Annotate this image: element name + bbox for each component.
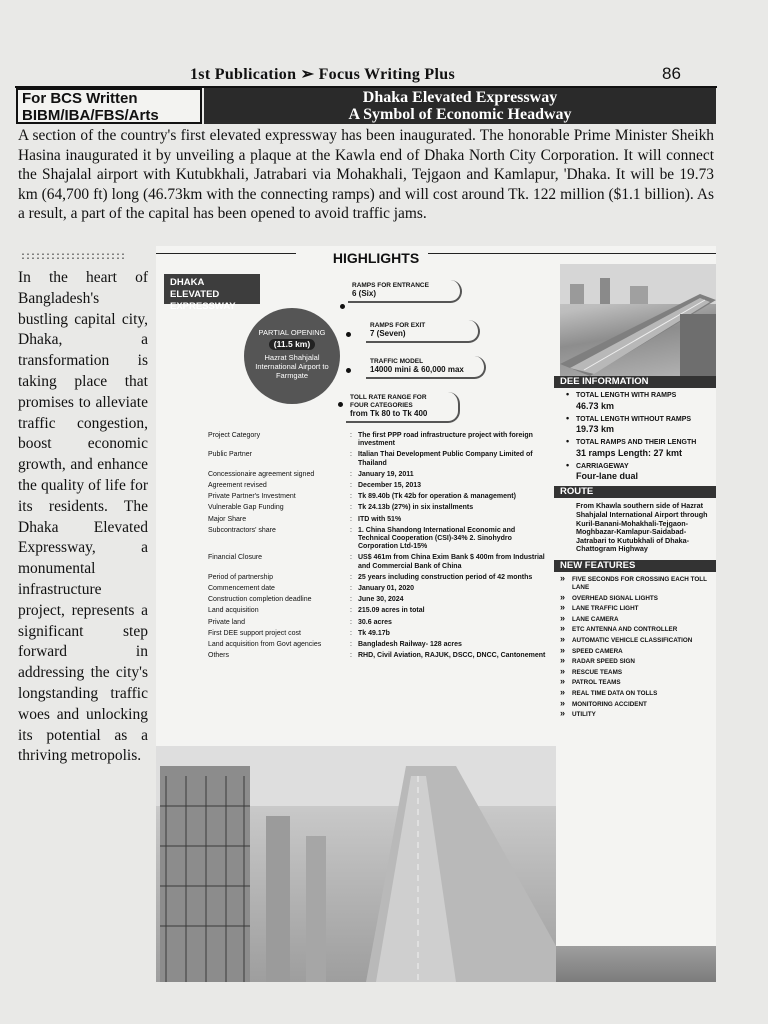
- callout-dot: [346, 368, 351, 373]
- feature-item: » ETC ANTENNA AND CONTROLLER: [554, 626, 716, 634]
- callout-dot: [338, 402, 343, 407]
- fact-value: January 01, 2020: [358, 585, 415, 593]
- partial-opening-length: (11.5 km): [269, 339, 315, 350]
- table-row: Project Category : The first PPP road infrastructure project with foreign investment: [208, 432, 548, 448]
- fact-label: Vulnerable Gap Funding: [208, 504, 284, 512]
- fact-label: Public Partner: [208, 451, 252, 459]
- callout-dot: [340, 304, 345, 309]
- publication-header: 1st Publication ➢ Focus Writing Plus: [190, 66, 455, 83]
- fact-value: Tk 89.40b (Tk 42b for operation & management): [358, 493, 516, 501]
- table-row: Concessionaire agreement signed : January 19, 2011: [208, 471, 548, 479]
- feature-item: » OVERHEAD SIGNAL LIGHTS: [554, 595, 716, 603]
- fact-value: June 30, 2024: [358, 596, 404, 604]
- callout-traffic-model: [366, 356, 486, 379]
- highlights-rule-left: [156, 253, 296, 254]
- fact-value: January 19, 2011: [358, 470, 414, 478]
- feature-item: » REAL TIME DATA ON TOLLS: [554, 690, 716, 698]
- table-row: Land acquisition : 215.09 acres in total: [208, 607, 548, 615]
- table-row: Construction completion deadline : June 30, 2024: [208, 596, 548, 604]
- fact-value: 25 years including construction period of 42 months: [358, 573, 533, 581]
- road-photo-edge: [556, 946, 716, 982]
- fact-label: Commencement date: [208, 585, 275, 593]
- feature-item: » MONITORING ACCIDENT: [554, 701, 716, 709]
- fact-label: Subcontractors' share: [208, 526, 276, 534]
- callout-exit-ramps: [366, 320, 480, 343]
- table-row: Others : RHD, Civil Aviation, RAJUK, DSCC, DNCC, Cantonement: [208, 652, 548, 660]
- fact-label: Others: [208, 652, 230, 660]
- route-text: From Khawla southern side of Hazrat Shahjalal International Airport through Kuril-Banani-Mohakhali-Tejgaon-Moghbazar-Kamlapur-Saidabad-Jatrabari to Kutubkhali of Dhaka-Chattogram Highway: [576, 501, 708, 554]
- dee-info-heading: DEE INFORMATION: [554, 376, 716, 388]
- dee-info-label: • CARRIAGEWAY: [576, 462, 629, 470]
- table-row: Agreement revised : December 15, 2013: [208, 482, 548, 490]
- feature-item: » SPEED CAMERA: [554, 648, 716, 656]
- callout-entrance-ramps: [348, 280, 462, 303]
- project-facts-table: [208, 432, 548, 663]
- callout-value: 7 (Seven): [370, 329, 406, 338]
- table-row: Financial Closure : US$ 461m from China Exim Bank $ 400m from Industrial and Commercial Bank of China: [208, 554, 548, 570]
- callout-value: 14000 mini & 60,000 max: [370, 365, 464, 374]
- new-features-heading: NEW FEATURES: [554, 560, 716, 572]
- callout-value: from Tk 80 to Tk 400: [350, 409, 428, 418]
- fact-value: 30.6 acres: [358, 618, 392, 626]
- callout-value: 6 (Six): [352, 289, 377, 298]
- feature-item: » PATROL TEAMS: [554, 679, 716, 687]
- feature-item: » FIVE SECONDS FOR CROSSING EACH TOLL LANE: [554, 576, 716, 591]
- dee-info-value: 19.73 km: [576, 424, 615, 435]
- feature-item: » RESCUE TEAMS: [554, 669, 716, 677]
- expressway-aerial-photo: [560, 264, 716, 376]
- fact-value: Italian Thai Development Public Company Limited of Thailand: [358, 451, 533, 467]
- fact-label: Agreement revised: [208, 482, 267, 490]
- table-row: Public Partner : Italian Thai Development Public Company Limited of Thailand: [208, 451, 548, 467]
- dee-info-label: • TOTAL LENGTH WITHOUT RAMPS: [576, 415, 692, 423]
- exam-tag-line2: BIBM/IBA/FBS/Arts: [22, 107, 159, 124]
- fact-label: Private Partner's Investment: [208, 493, 296, 501]
- fact-value: US$ 461m from China Exim Bank $ 400m from Industrial and Commercial Bank of China: [358, 554, 545, 570]
- feature-item: » UTILITY: [554, 711, 716, 719]
- intro-paragraph: A section of the country's first elevated expressway has been inaugurated. The honorable Prime Minister Sheikh Hasina inaugurated it by unveiling a plaque at the Kawla end of Dhaka North City Corporation. It will connect the Shajalal airport with Kutubkhali, Jatrabari via Mohakhali, Tejgaon and Kamlapur, 'Dhaka. It will be 19.73 km (64,700 ft) long (46.73km with the connecting ramps) and will cost around Tk. 122 million ($1.1 billion). As a result, a part of the capital has been opened to avoid traffic jams.: [18, 127, 714, 223]
- partial-opening-circle: [244, 308, 340, 404]
- callout-label: TOLL RATE RANGE FOR FOUR CATEGORIES: [350, 394, 427, 409]
- highlights-infographic: [156, 246, 716, 982]
- dee-info-item: [554, 463, 716, 481]
- feature-item: » AUTOMATIC VEHICLE CLASSIFICATION: [554, 637, 716, 645]
- fact-value: December 15, 2013: [358, 482, 422, 490]
- table-row: Land acquisition from Govt agencies : Bangladesh Railway- 128 acres: [208, 641, 548, 649]
- dee-info-label: • TOTAL LENGTH WITH RAMPS: [576, 392, 677, 400]
- fact-label: Private land: [208, 618, 245, 626]
- dee-info-value: 46.73 km: [576, 400, 615, 411]
- fact-value: ITD with 51%: [358, 515, 402, 523]
- feature-item: » RADAR SPEED SIGN: [554, 658, 716, 666]
- table-row: Private land : 30.6 acres: [208, 619, 548, 627]
- feature-item: » LANE TRAFFIC LIGHT: [554, 605, 716, 613]
- fact-value: 1. China Shandong International Economic and Technical Cooperation (CSI)-34% 2. Sinohydro Corporation Ltd-15%: [358, 526, 516, 551]
- callout-dot: [346, 332, 351, 337]
- fact-value: RHD, Civil Aviation, RAJUK, DSCC, DNCC, Cantonement: [358, 652, 546, 660]
- dee-info-item: [554, 439, 716, 457]
- dee-label: DHAKA ELEVATED EXPRESSWAY: [164, 274, 260, 304]
- dotted-divider: :::::::::::::::::::::: [20, 252, 126, 263]
- fact-label: Financial Closure: [208, 554, 263, 562]
- dee-info-value: Four-lane dual: [576, 471, 639, 482]
- info-sidebar: [554, 374, 716, 722]
- feature-item: » LANE CAMERA: [554, 616, 716, 624]
- exam-tag: [16, 88, 202, 124]
- fact-label: Project Category: [208, 432, 261, 439]
- dee-info-item: [554, 392, 716, 410]
- fact-label: Land acquisition: [208, 607, 259, 615]
- fact-value: Bangladesh Railway- 128 acres: [358, 641, 462, 649]
- fact-label: Land acquisition from Govt agencies: [208, 641, 322, 649]
- callout-label: RAMPS FOR EXIT: [370, 322, 426, 329]
- fact-label: Major Share: [208, 515, 247, 523]
- table-row: Commencement date : January 01, 2020: [208, 585, 548, 593]
- route-heading: ROUTE: [554, 486, 716, 498]
- highlights-title: HIGHLIGHTS: [332, 250, 420, 266]
- table-row: Period of partnership : 25 years including construction period of 42 months: [208, 574, 548, 582]
- exam-tag-line1: For BCS Written: [22, 90, 138, 107]
- table-row: Private Partner's Investment : Tk 89.40b (Tk 42b for operation & management): [208, 493, 548, 501]
- table-row: Major Share : ITD with 51%: [208, 516, 548, 524]
- fact-label: Construction completion deadline: [208, 596, 312, 604]
- callout-label: TRAFFIC MODEL: [370, 358, 424, 365]
- left-column-text: In the heart of Bangladesh's bustling capital city, Dhaka, a transformation is taking place that promises to alleviate traffic congestion, boost economic growth, and enhance the quality of life for its residents. The Dhaka Elevated Expressway, a monumental infrastructure project, represents a significant step forward in addressing the city's longstanding traffic woes and unlocking its potential as a thriving metropolis.: [18, 269, 148, 765]
- table-row: Vulnerable Gap Funding : Tk 24.13b (27%) in six installments: [208, 504, 548, 512]
- highlights-rule-right: [428, 253, 716, 254]
- callout-label: RAMPS FOR ENTRANCE: [352, 282, 429, 289]
- expressway-road-photo: [156, 746, 556, 982]
- dee-info-label: • TOTAL RAMPS AND THEIR LENGTH: [576, 439, 697, 447]
- partial-opening-label: PARTIAL OPENING: [258, 328, 326, 337]
- article-title: [204, 88, 716, 124]
- fact-value: 215.09 acres in total: [358, 607, 425, 615]
- fact-label: First DEE support project cost: [208, 629, 301, 637]
- callout-toll-rate: [346, 392, 460, 423]
- fact-label: Period of partnership: [208, 573, 273, 581]
- fact-value: Tk 24.13b (27%) in six installments: [358, 504, 474, 512]
- article-title-line1: Dhaka Elevated Expressway: [362, 89, 558, 106]
- dee-info-value: 31 ramps Length: 27 kmt: [576, 447, 683, 458]
- fact-value: The first PPP road infrastructure project with foreign investment: [358, 432, 533, 448]
- table-row: First DEE support project cost : Tk 49.17b: [208, 630, 548, 638]
- article-title-line2: A Symbol of Economic Headway: [348, 106, 572, 123]
- fact-value: Tk 49.17b: [358, 629, 390, 637]
- page-number: 86: [662, 64, 681, 83]
- partial-opening-route: Hazrat Shahjalal International Airport to Farmgate: [255, 353, 329, 380]
- fact-label: Concessionaire agreement signed: [208, 470, 315, 478]
- table-row: Subcontractors' share : 1. China Shandong International Economic and Technical Cooperation (CSI)-34% 2. Sinohydro Corporation Ltd-15%: [208, 527, 548, 552]
- dee-info-item: [554, 416, 716, 434]
